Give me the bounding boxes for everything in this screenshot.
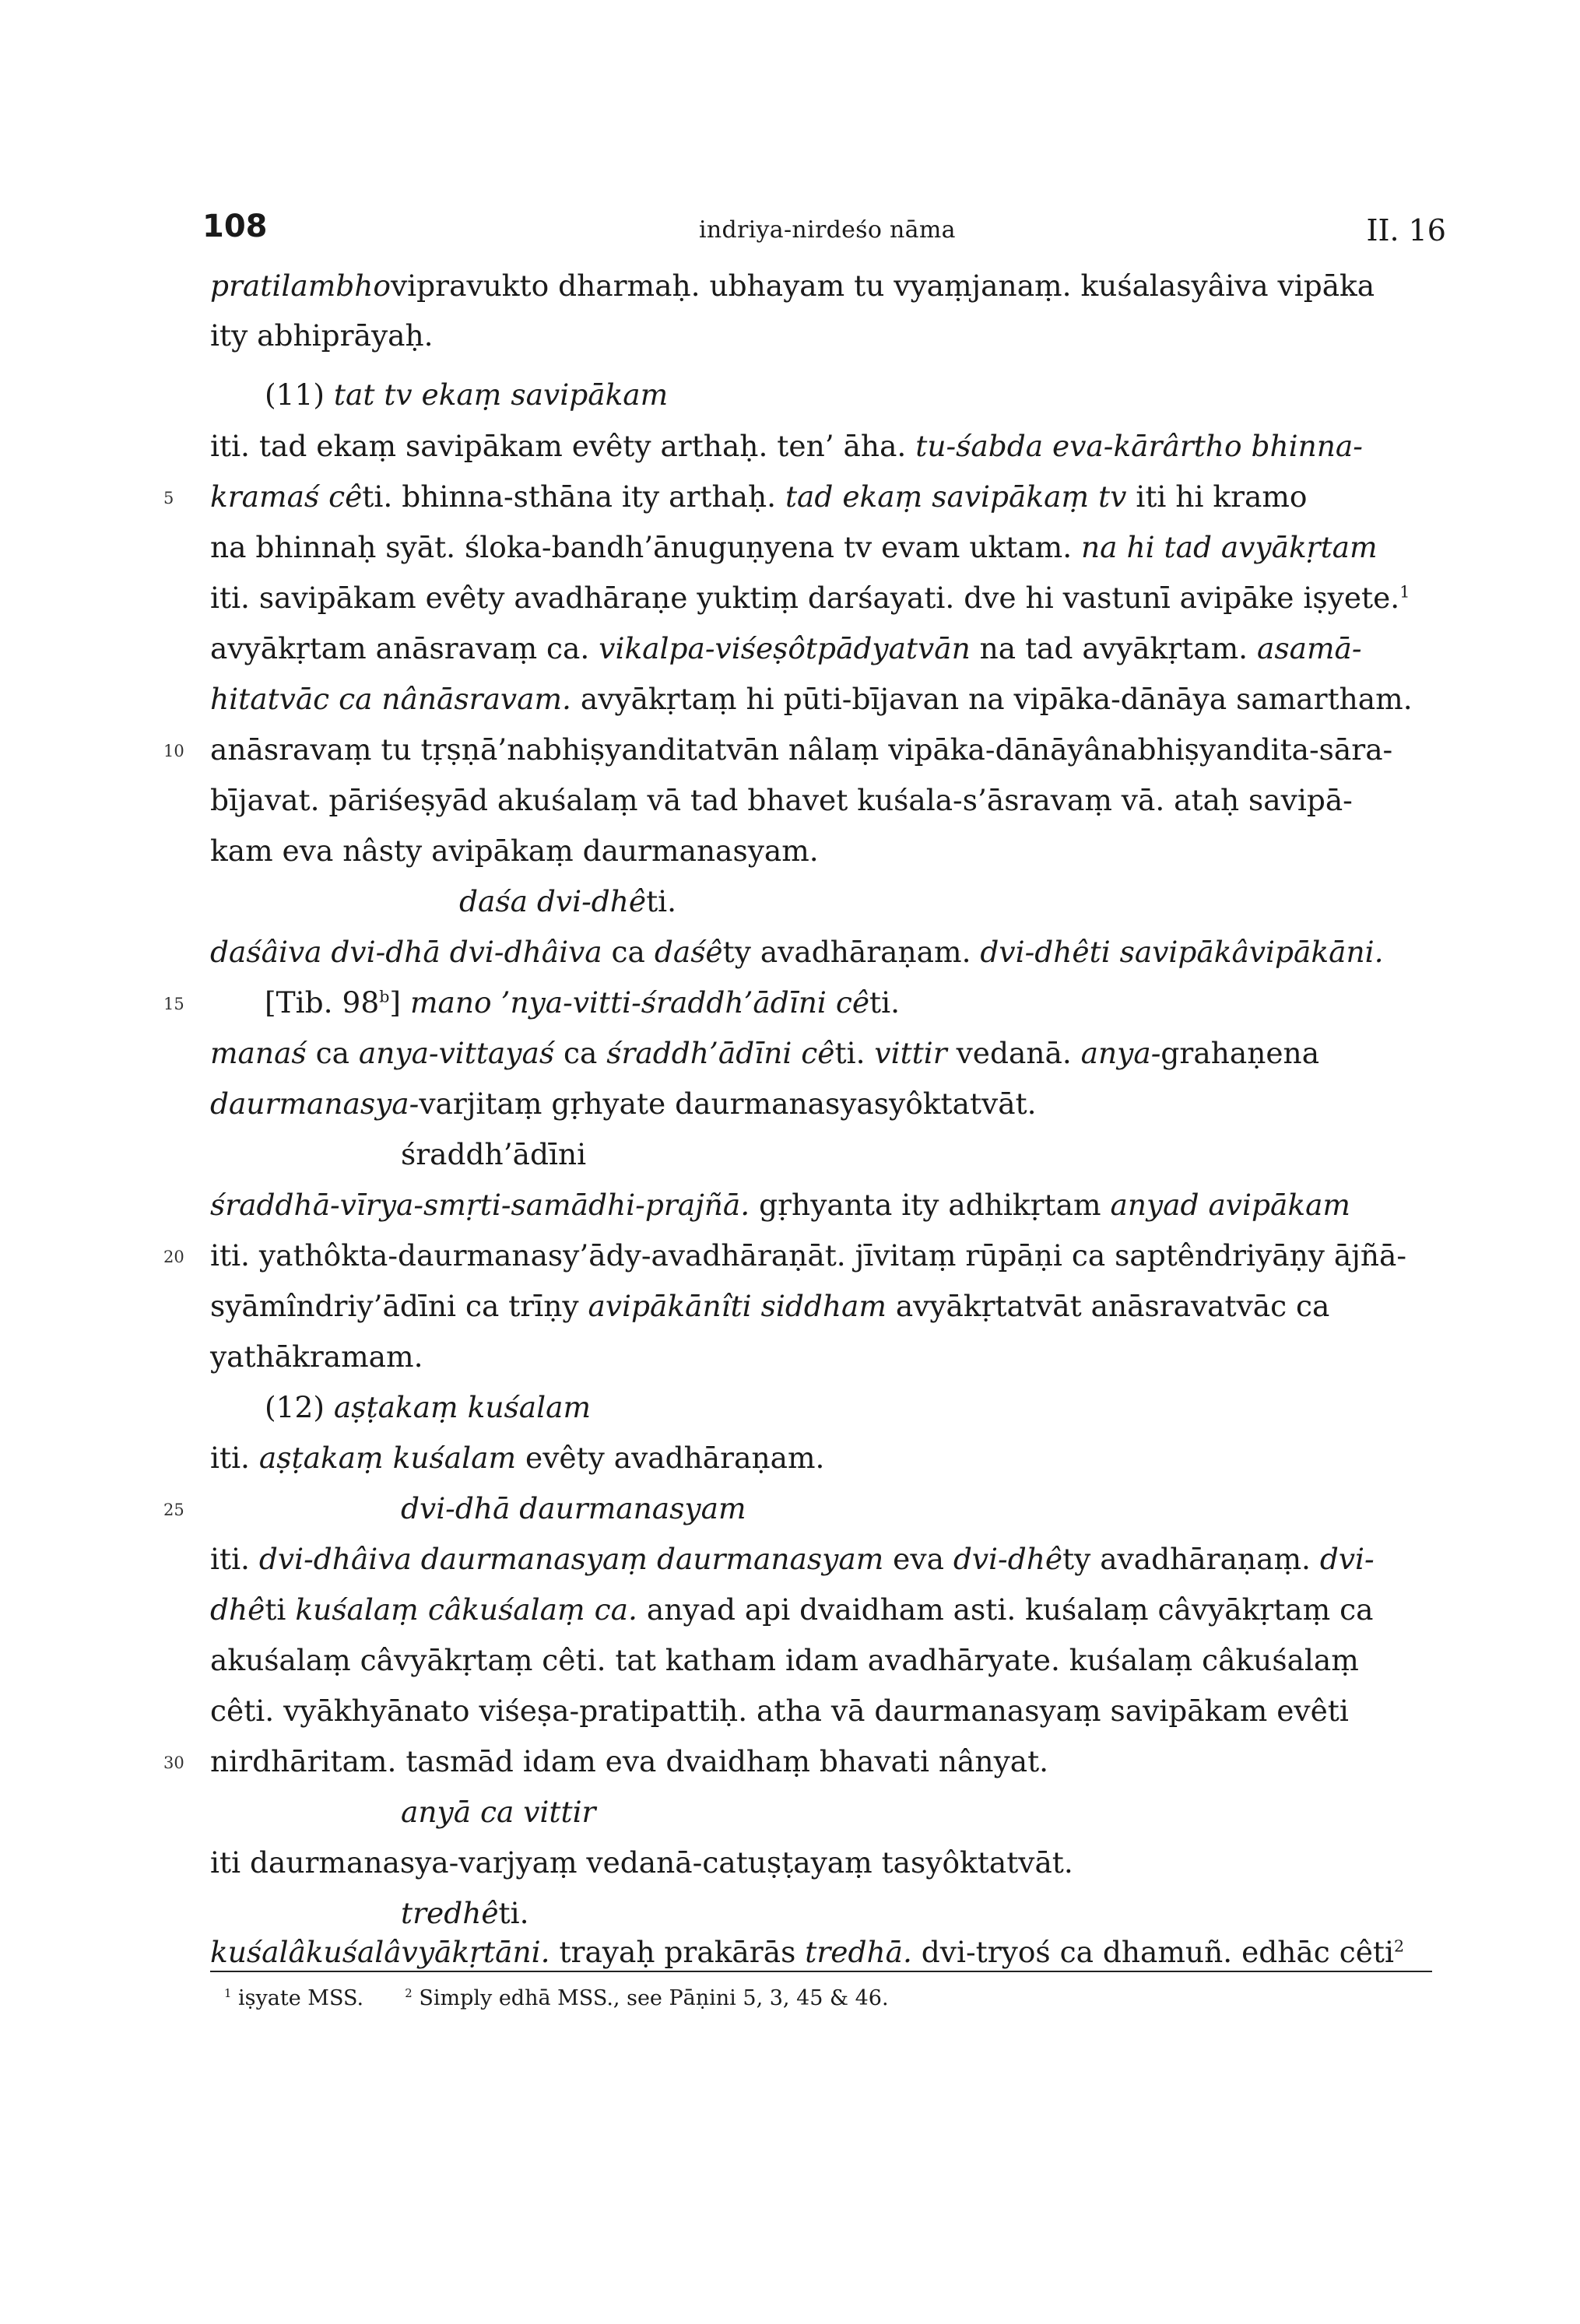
- text-segment: akuśalaṃ câvyākṛtaṃ cêti. tat katham idam avadhāryate. kuśalaṃ câkuśalaṃ: [210, 1643, 1359, 1677]
- line-number: 25: [163, 1501, 184, 1519]
- text-segment: ca: [306, 1036, 359, 1070]
- text-line: [210, 1289, 1330, 1323]
- text-segment: na tad avyākṛtam.: [970, 631, 1257, 665]
- page-header: [201, 209, 1446, 255]
- text-segment: vikalpa-viśeṣôtpādyatvān: [599, 631, 971, 665]
- text-segment: aṣṭakaṃ kuśalam: [324, 1390, 592, 1424]
- text-segment: vedanā.: [946, 1036, 1081, 1070]
- text-line: [265, 1390, 592, 1424]
- text-line: [401, 1896, 529, 1930]
- text-segment: ca: [602, 935, 655, 969]
- footnotes: [224, 1986, 889, 2010]
- text-segment: 1: [1399, 582, 1410, 602]
- text-line: [210, 269, 1375, 303]
- text-segment: anya-: [1080, 1036, 1161, 1070]
- text-segment: iti. tad ekaṃ savipākam evêty arthaḥ. ten’ āha.: [210, 429, 916, 463]
- text-segment: nirdhāritam. tasmād idam eva dvaidhaṃ bhavati nânyat.: [210, 1744, 1049, 1778]
- text-segment: iti.: [210, 1542, 259, 1576]
- section-number: II. 16: [1366, 213, 1446, 247]
- text-segment: anāsravaṃ tu tṛṣṇā’nabhiṣyanditatvān nâlaṃ vipāka-dānāyânabhiṣyandita-sāra-: [210, 732, 1393, 767]
- text-segment: avipākānîti siddham: [588, 1289, 887, 1323]
- text-segment: dhê: [210, 1592, 265, 1627]
- footnote-rule: [210, 1971, 1432, 1972]
- text-segment: ty avadhāraṇam.: [722, 935, 981, 969]
- text-line: [210, 1087, 1037, 1121]
- text-line: [210, 1643, 1359, 1677]
- page-number: 108: [202, 209, 268, 244]
- text-line: [210, 1592, 1374, 1627]
- line-number: 15: [163, 995, 184, 1013]
- text-segment: tu-śabda eva-kārârtho bhinna-: [915, 429, 1363, 463]
- text-line: [265, 985, 901, 1020]
- text-line: [401, 1795, 596, 1829]
- text-segment: hitatvāc ca nânāsravam.: [210, 682, 571, 716]
- text-segment: aṣṭakaṃ kuśalam: [258, 1441, 517, 1475]
- text-segment: kuśalaṃ câkuśalaṃ ca.: [295, 1592, 637, 1627]
- text-segment: trayaḥ prakārās: [549, 1935, 806, 1969]
- text-line: [210, 783, 1353, 817]
- text-segment: iti hi kramo: [1126, 479, 1308, 514]
- footnote-2: $^2$ Simply edhā MSS., see Pāṇini 5, 3, 45 & 46.: [405, 1986, 889, 2010]
- text-segment: cêti. vyākhyānato viśeṣa-pratipattiḥ. atha vā daurmanasyaṃ savipākam evêti: [210, 1694, 1349, 1728]
- text-line: [459, 884, 677, 918]
- text-segment: tredhā.: [805, 1935, 912, 1969]
- text-segment: (12): [265, 1390, 325, 1424]
- text-segment: evêty avadhāraṇam.: [516, 1441, 825, 1475]
- text-line: [210, 1339, 423, 1374]
- text-segment: asamā-: [1257, 631, 1362, 665]
- text-segment: anyā ca vittir: [401, 1795, 596, 1829]
- text-segment: dvi-tryoś ca dhamuñ. edhāc cêti: [911, 1935, 1394, 1969]
- text-segment: iti. savipākam evêty avadhāraṇe yuktiṃ darśayati. dve hi vastunī avipāke iṣyete.: [210, 581, 1400, 615]
- text-segment: dvi-dhā daurmanasyam: [401, 1491, 746, 1525]
- text-line: [210, 530, 1378, 564]
- text-segment: na hi tad avyākṛtam: [1081, 530, 1378, 564]
- text-segment: daśa dvi-dhê: [459, 884, 647, 918]
- text-line: [210, 1188, 1350, 1222]
- text-segment: ti. bhinna-sthāna ity arthaḥ.: [362, 479, 785, 514]
- text-line: [210, 318, 434, 353]
- text-segment: ti: [265, 1592, 296, 1627]
- text-segment: daśê: [654, 935, 723, 969]
- text-line: [210, 1845, 1073, 1880]
- text-segment: ti.: [646, 884, 677, 918]
- running-title: indriya-nirdeśo nāma: [699, 216, 956, 244]
- text-segment: śraddh’ādīni: [401, 1137, 587, 1171]
- text-segment: iti. yathôkta-daurmanasy’ādy-avadhāraṇāt. jīvitaṃ rūpāṇi ca saptêndriyāṇy ājñā-: [210, 1238, 1407, 1273]
- text-line: [210, 834, 819, 868]
- text-segment: vipravukto dharmaḥ. ubhayam tu vyaṃjanaṃ. kuśalasyâiva vipāka: [391, 269, 1375, 303]
- text-segment: tad ekaṃ savipākaṃ tv: [785, 479, 1127, 514]
- text-line: [210, 1441, 825, 1475]
- text-segment: varjitaṃ gṛhyate daurmanasyasyôktatvāt.: [419, 1087, 1037, 1121]
- text-segment: (11): [265, 377, 325, 412]
- text-segment: grahaṇena: [1160, 1036, 1320, 1070]
- text-segment: dvi-dhê: [953, 1542, 1063, 1576]
- text-line: [210, 1036, 1320, 1070]
- text-segment: 2: [1393, 1936, 1405, 1956]
- line-number: 20: [163, 1248, 184, 1266]
- text-line: [210, 631, 1362, 665]
- text-segment: śraddh’ādīni cê: [606, 1036, 835, 1070]
- text-segment: anyad api dvaidham asti. kuśalaṃ câvyākṛtaṃ ca: [637, 1592, 1374, 1627]
- text-segment: bījavat. pāriśeṣyād akuśalaṃ vā tad bhavet kuśala-s’āsravaṃ vā. ataḥ savipā-: [210, 783, 1353, 817]
- text-segment: [Tib. 98: [265, 985, 380, 1020]
- text-segment: dvi-dhâiva: [258, 1542, 412, 1576]
- text-segment: śraddhā-vīrya-smṛti-samādhi-prajñā.: [210, 1188, 750, 1222]
- line-number: 30: [163, 1754, 184, 1772]
- text-segment: kramaś cê: [210, 479, 363, 514]
- text-line: [210, 581, 1410, 615]
- text-segment: daśâiva: [210, 935, 322, 969]
- text-line: [210, 1694, 1349, 1728]
- text-segment: ti.: [834, 1036, 875, 1070]
- text-line: [210, 732, 1393, 767]
- text-segment: na bhinnaḥ syāt. śloka-bandh’ānuguṇyena tv evam uktam.: [210, 530, 1082, 564]
- text-segment: dvi-dhêti savipākâvipākāni.: [980, 935, 1384, 969]
- text-segment: kam eva nâsty avipākaṃ daurmanasyam.: [210, 834, 819, 868]
- text-line: [210, 429, 1363, 463]
- text-segment: ca: [554, 1036, 607, 1070]
- text-line: [210, 682, 1413, 716]
- text-segment: vittir: [874, 1036, 947, 1070]
- text-segment: pratilambho: [210, 269, 391, 303]
- text-segment: yathākramam.: [210, 1339, 423, 1374]
- text-segment: ity abhiprāyaḥ.: [210, 318, 434, 353]
- text-segment: ty avadhāraṇaṃ.: [1062, 1542, 1320, 1576]
- line-number: 10: [163, 742, 184, 760]
- text-line: [210, 1744, 1049, 1778]
- text-segment: daurmanasya-: [210, 1087, 420, 1121]
- text-segment: b: [379, 987, 390, 1006]
- text-line: [210, 1935, 1405, 1969]
- text-line: [210, 479, 1308, 514]
- text-line: [210, 1238, 1407, 1273]
- text-line: [265, 377, 669, 412]
- text-segment: mano ’nya-vitti-śraddh’ādīni cê: [409, 985, 870, 1020]
- text-segment: avyākṛtatvāt anāsravatvāc ca: [886, 1289, 1330, 1323]
- text-segment: iti.: [210, 1441, 259, 1475]
- text-segment: ]: [389, 985, 410, 1020]
- text-segment: tat tv ekaṃ savipākam: [324, 377, 669, 412]
- text-segment: eva: [883, 1542, 953, 1576]
- text-segment: ti.: [869, 985, 901, 1020]
- text-segment: kuśalâkuśalâvyākṛtāni.: [210, 1935, 550, 1969]
- text-segment: daurmanasyaṃ daurmanasyam: [411, 1542, 884, 1576]
- text-segment: iti daurmanasya-varjyaṃ vedanā-catuṣṭayaṃ tasyôktatvāt.: [210, 1845, 1073, 1880]
- text-segment: manaś: [210, 1036, 307, 1070]
- text-segment: anya-vittayaś: [358, 1036, 555, 1070]
- text-segment: dvi-dhā dvi-dhâiva: [321, 935, 602, 969]
- text-segment: avyākṛtam anāsravaṃ ca.: [210, 631, 599, 665]
- text-segment: avyākṛtaṃ hi pūti-bījavan na vipāka-dānāya samartham.: [571, 682, 1413, 716]
- line-number: 5: [163, 489, 174, 507]
- text-segment: gṛhyanta ity adhikṛtam: [750, 1188, 1111, 1222]
- text-segment: anyad avipākam: [1110, 1188, 1350, 1222]
- text-segment: dvi-: [1319, 1542, 1375, 1576]
- footnote-1: $^1$ iṣyate MSS.: [224, 1986, 364, 2010]
- text-line: [401, 1137, 587, 1171]
- text-line: [210, 1542, 1375, 1576]
- text-line: [210, 935, 1384, 969]
- text-segment: tredhê: [401, 1896, 499, 1930]
- text-segment: syāmîndriy’ādīni ca trīṇy: [210, 1289, 588, 1323]
- text-line: [401, 1491, 746, 1525]
- text-segment: ti.: [498, 1896, 529, 1930]
